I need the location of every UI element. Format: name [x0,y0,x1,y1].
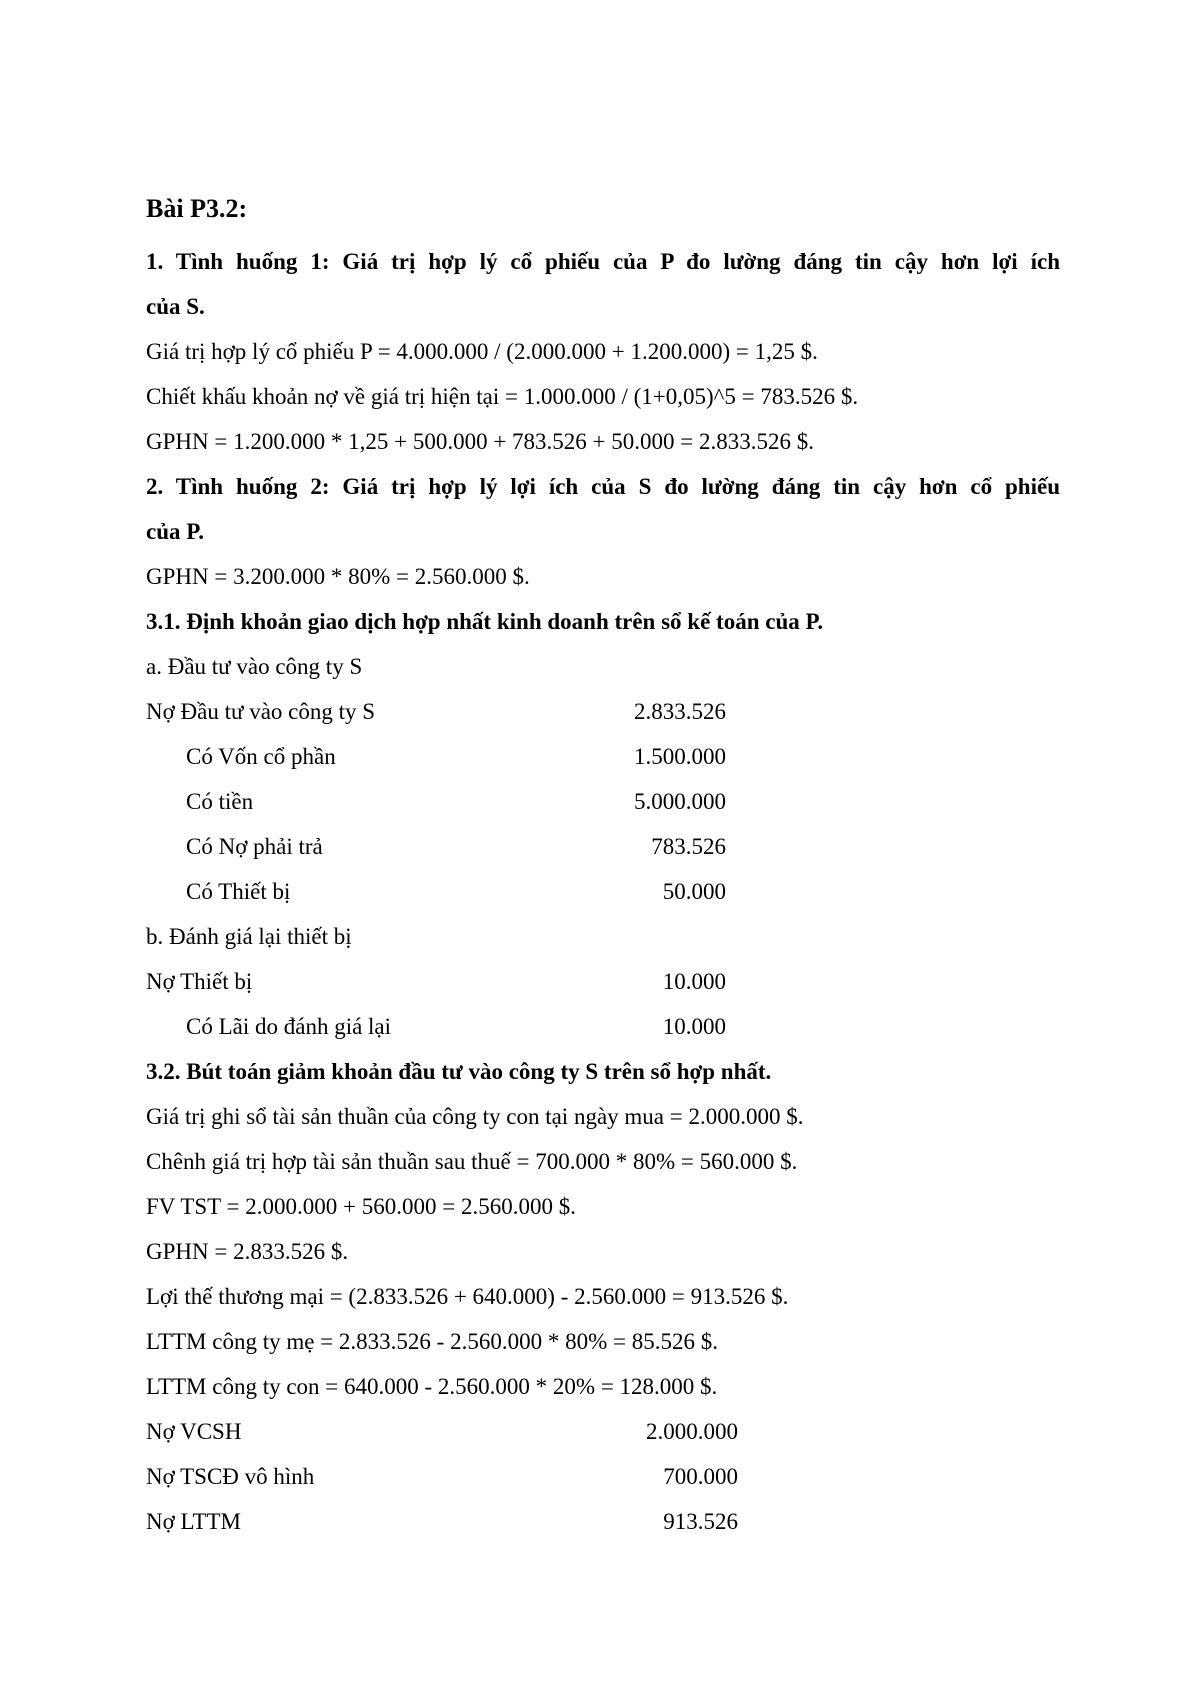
entry-account: Nợ TSCĐ vô hình [146,1464,315,1489]
section31-b-label: b. Đánh giá lại thiết bị [146,924,352,949]
entry-amount: 5.000.000 [634,789,726,814]
entry-account: Có Lãi do đánh giá lại [186,1014,392,1039]
journal-entry [146,832,726,862]
entry-amount: 1.500.000 [634,744,726,769]
journal-entry [146,967,726,997]
entry-amount: 700.000 [663,1464,738,1489]
case1-discount-line: Chiết khấu khoản nợ về giá trị hiện tại = 1.000.000 / (1+0,05)^5 = 783.526 $. [146,384,859,409]
case2-heading-line1: 2. Tình huống 2: Giá trị hợp lý lợi ích của S đo lường đáng tin cậy hơn cổ phiếu [146,474,1060,499]
journal-entry [146,697,726,727]
entry-amount: 783.526 [651,834,726,859]
entry-account: Có Thiết bị [186,879,291,904]
journal-entry [146,1462,738,1492]
entry-amount: 2.000.000 [646,1419,738,1444]
case2-gphn-line: GPHN = 3.200.000 * 80% = 2.560.000 $. [146,564,530,589]
entry-amount: 2.833.526 [634,699,726,724]
entry-amount: 10.000 [662,969,726,994]
entry-account: Có tiền [186,789,254,814]
case1-heading-line2: của S. [146,294,205,319]
entry-account: Nợ LTTM [146,1509,242,1534]
case1-gphn-line: GPHN = 1.200.000 * 1,25 + 500.000 + 783.526 + 50.000 = 2.833.526 $. [146,429,814,454]
entry-account: Nợ Đầu tư vào công ty S [146,699,376,724]
entry-amount: 10.000 [662,1014,726,1039]
journal-entry [146,1417,738,1447]
journal-entry [146,742,726,772]
journal-entry [146,1012,726,1042]
journal-entry [146,877,726,907]
journal-entry [146,787,726,817]
entry-amount: 50.000 [662,879,726,904]
entry-amount: 913.526 [663,1509,738,1534]
entry-account: Nợ VCSH [146,1419,242,1444]
section32-line: FV TST = 2.000.000 + 560.000 = 2.560.000 $. [146,1194,576,1219]
section32-line: GPHN = 2.833.526 $. [146,1239,349,1264]
section32-line: Chênh giá trị hợp tài sản thuần sau thuế = 700.000 * 80% = 560.000 $. [146,1149,798,1174]
section32-line: LTTM công ty con = 640.000 - 2.560.000 * 20% = 128.000 $. [146,1374,718,1399]
case1-fair-value-line: Giá trị hợp lý cổ phiếu P = 4.000.000 / (2.000.000 + 1.200.000) = 1,25 $. [146,339,818,364]
entry-account: Có Vốn cổ phần [186,744,336,769]
section32-heading: 3.2. Bút toán giảm khoản đầu tư vào công ty S trên sổ hợp nhất. [146,1059,772,1084]
case2-heading-line2: của P. [146,519,204,544]
entry-account: Có Nợ phải trả [186,834,323,859]
section32-line: LTTM công ty mẹ = 2.833.526 - 2.560.000 * 80% = 85.526 $. [146,1329,718,1354]
journal-entry [146,1507,738,1537]
section31-heading: 3.1. Định khoản giao dịch hợp nhất kinh doanh trên sổ kế toán của P. [146,609,824,634]
exercise-title: Bài P3.2: [146,194,248,223]
section32-line: Lợi thế thương mại = (2.833.526 + 640.000) - 2.560.000 = 913.526 $. [146,1284,789,1309]
section31-a-label: a. Đầu tư vào công ty S [146,654,363,679]
entry-account: Nợ Thiết bị [146,969,253,994]
section32-line: Giá trị ghi sổ tài sản thuần của công ty con tại ngày mua = 2.000.000 $. [146,1104,804,1129]
case1-heading-line1: 1. Tình huống 1: Giá trị hợp lý cổ phiếu của P đo lường đáng tin cậy hơn lợi ích [146,249,1060,274]
